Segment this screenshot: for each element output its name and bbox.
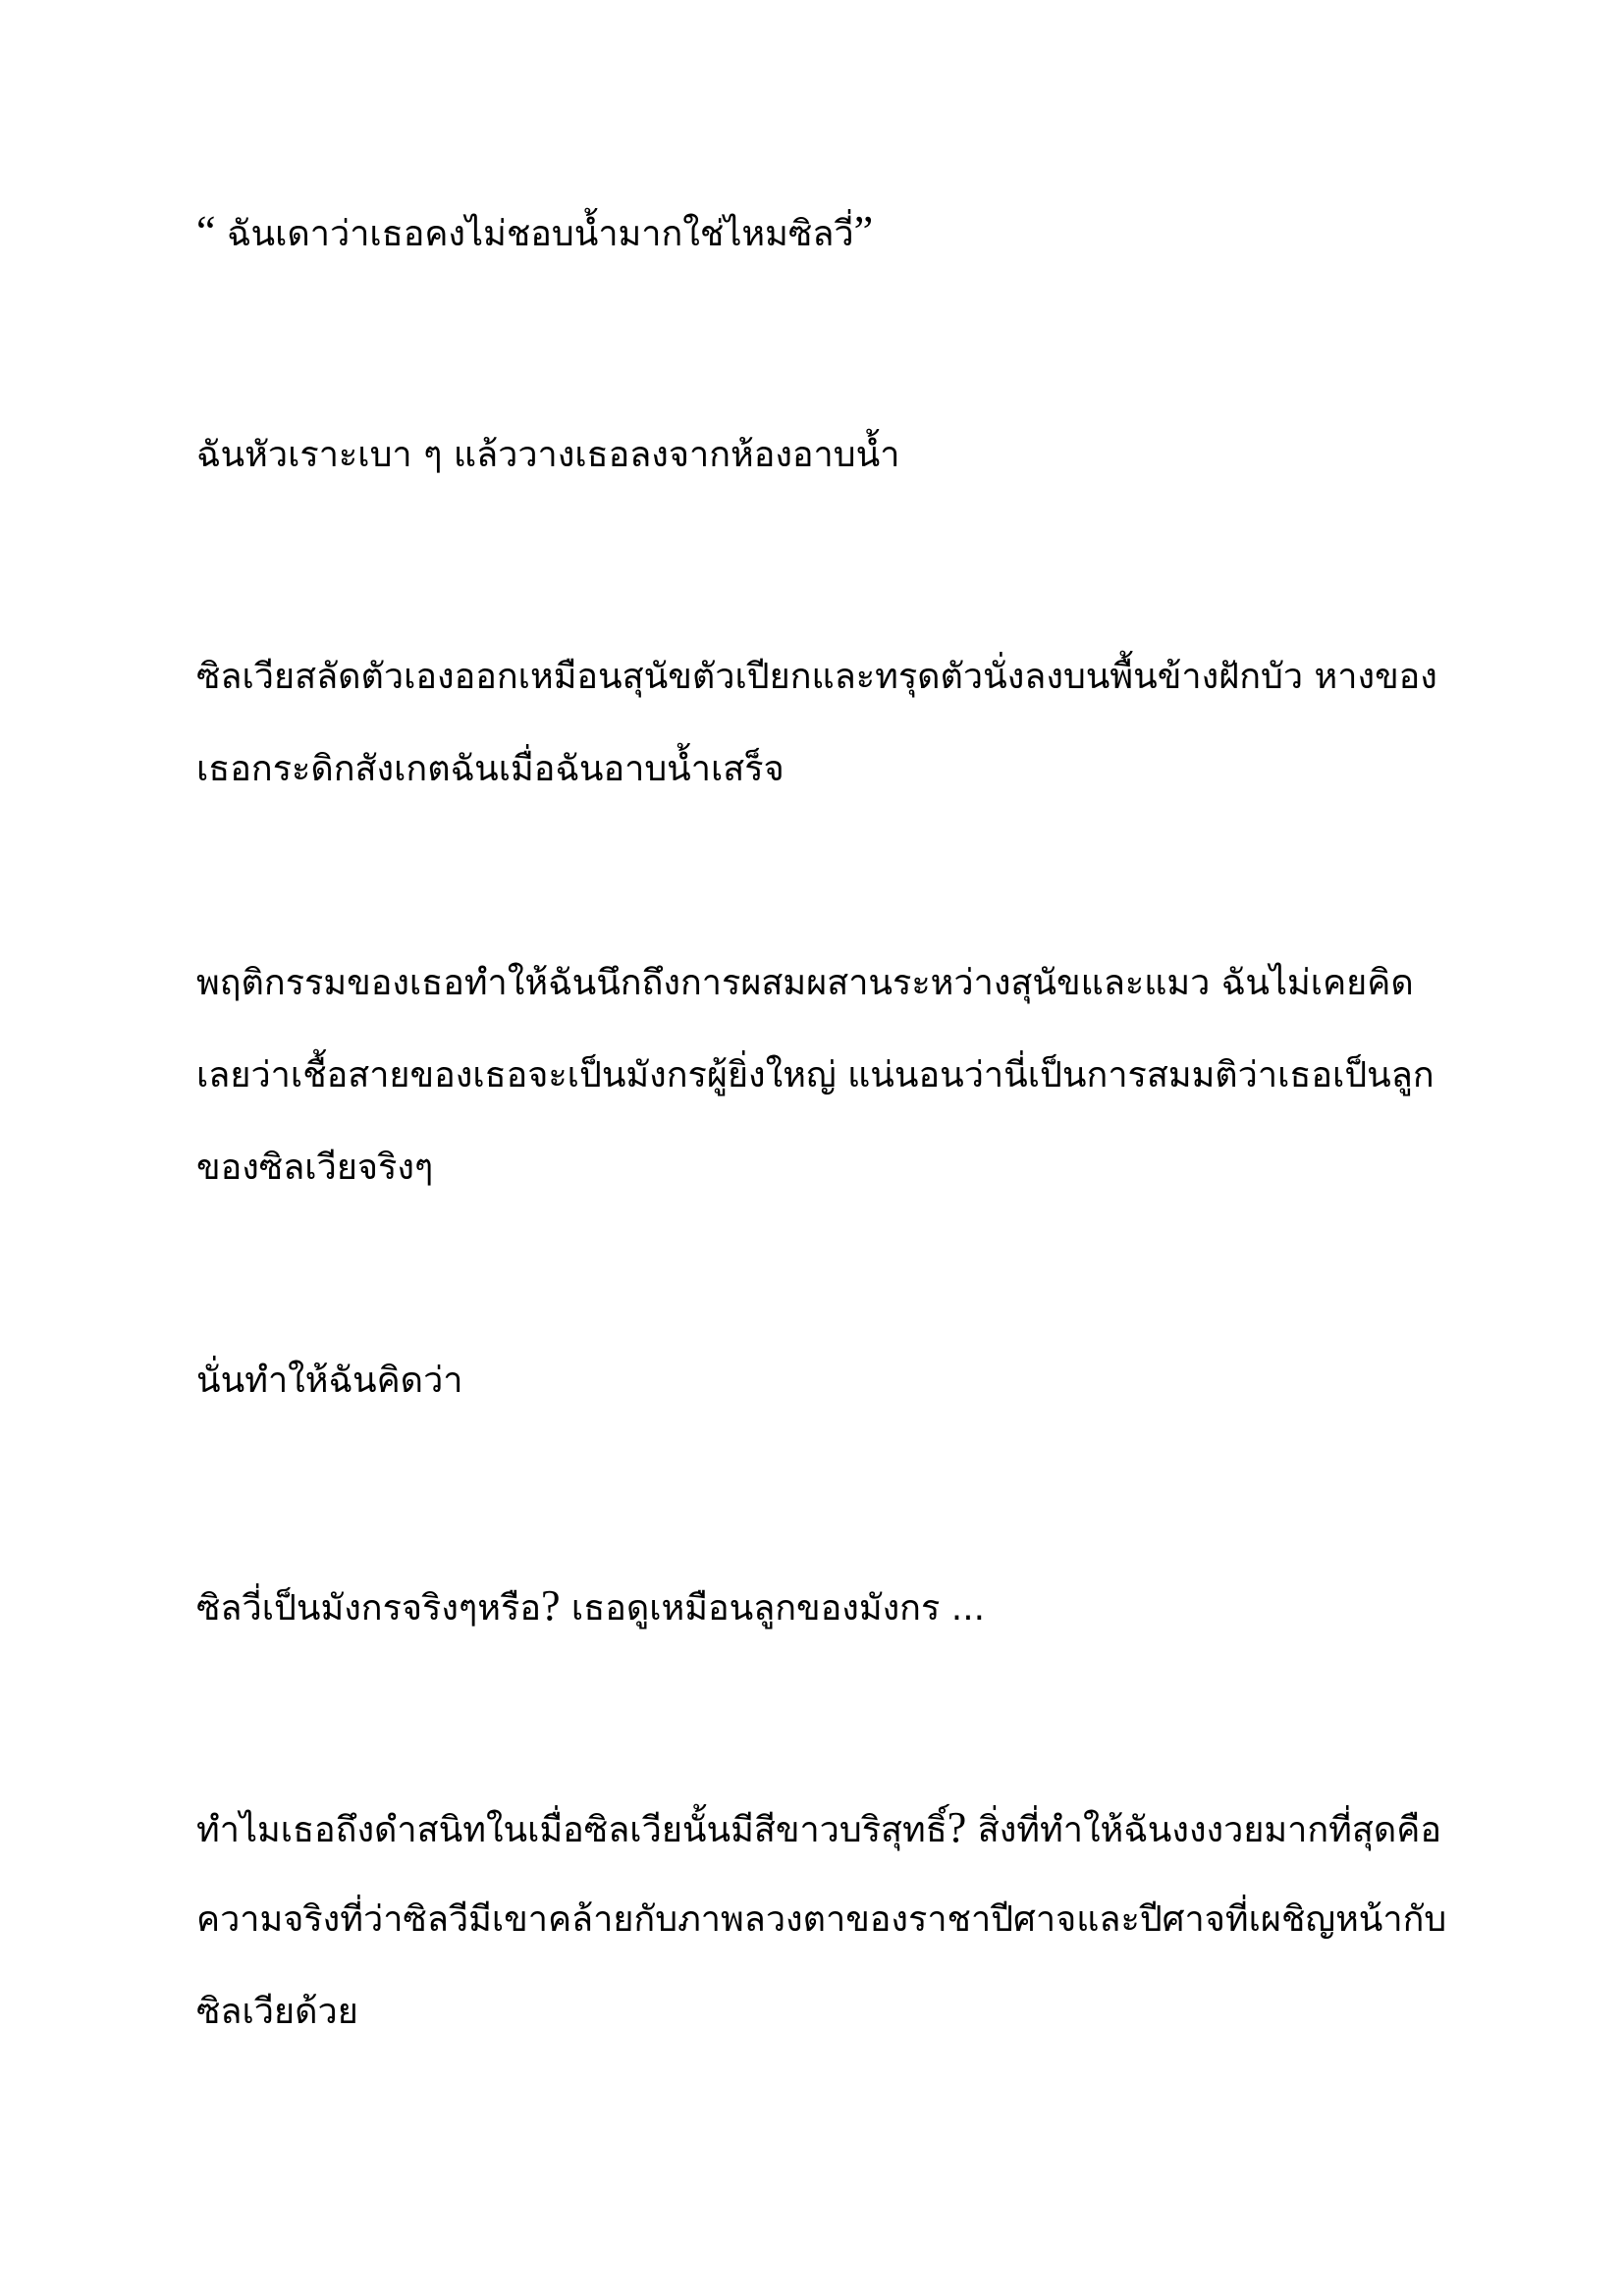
text-line: ความจริงที่ว่าซิลวีมีเขาคล้ายกับภาพลวงตาของราชาปีศาจและปีศาจที่เผชิญหน้ากับ (196, 1899, 1447, 1940)
paragraph (196, 1560, 1434, 1652)
text-line: เลยว่าเชื้อสายของเธอจะเป็นมังกรผู้ยิ่งใหญ่ แน่นอนว่านี่เป็นการสมมติว่าเธอเป็นลูก (196, 1055, 1435, 1095)
paragraph (196, 937, 1434, 1214)
dialogue-text: ฉันเดาว่าเธอคงไม่ชอบน้ำมากใช่ไหมซิลวี่ (215, 214, 854, 254)
text-line: ฉันหัวเราะเบา ๆ แล้ววางเธอลงจากห้องอาบน้ำ (196, 435, 900, 475)
text-line: ซิลเวียสลัดตัวเองออกเหมือนสุนัขตัวเปียกและทรุดตัวนั่งลงบนพื้นข้างฝักบัว หางของ (196, 657, 1437, 697)
text-segment: ซิลวี่เป็นมังกรจริงๆหรือ (196, 1588, 541, 1629)
paragraph (196, 631, 1437, 816)
text-segment: ทำไมเธอถึงดำสนิทในเมื่อซิลเวียนั้นมีสีขาวบริสุทธิ์ (196, 1810, 947, 1850)
text-line: ของซิลเวียจริงๆ (196, 1148, 434, 1188)
question-mark: ? (540, 1581, 561, 1629)
paragraph-dialogue (196, 186, 1434, 278)
question-mark: ? (947, 1803, 967, 1851)
text-line: พฤติกรรมของเธอทำให้ฉันนึกถึงการผสมผสานระหว่างสุนัขและแมว ฉันไม่เคยคิด (196, 963, 1414, 1003)
paragraph (196, 1335, 1434, 1427)
paragraph (196, 1782, 1447, 2058)
text-line: ซิลเวียด้วย (196, 1992, 358, 2032)
text-segment: เธอดูเหมือนลูกของมังกร ... (560, 1588, 986, 1629)
text-line (196, 1560, 1434, 1652)
open-quote: “ (196, 207, 216, 255)
text-line (196, 1782, 1441, 1874)
text-segment: สิ่งที่ทำให้ฉันงงงวยมากที่สุดคือ (966, 1810, 1441, 1850)
close-quote: ” (853, 207, 874, 255)
text-line: นั่นทำให้ฉันคิดว่า (196, 1361, 463, 1401)
text-line: เธอกระดิกสังเกตฉันเมื่อฉันอาบน้ำเสร็จ (196, 749, 785, 789)
paragraph (196, 409, 1434, 502)
text-line (196, 186, 1434, 278)
